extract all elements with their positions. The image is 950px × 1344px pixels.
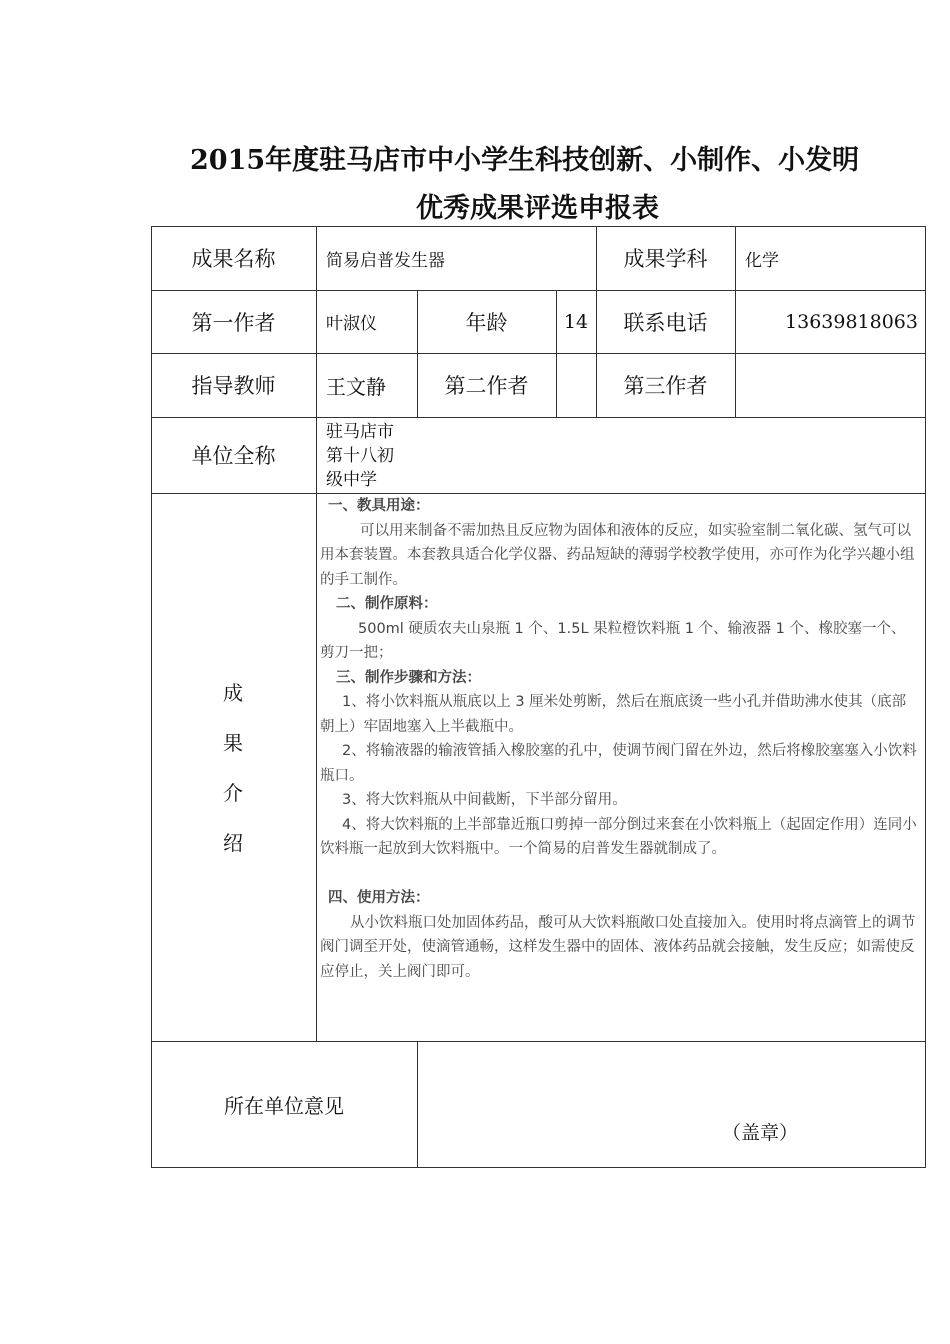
intro-step: 4、将大饮料瓶的上半部靠近瓶口剪掉一部分倒过来套在小饮料瓶上（起固定作用）连同小饮料瓶一起放到大饮料瓶中。一个简易的启普发生器就制成了。 (320, 816, 917, 857)
third-author-value (735, 353, 925, 417)
intro-step: 3、将大饮料瓶从中间截断，下半部分留用。 (342, 792, 627, 808)
teacher-label: 指导教师 (191, 374, 276, 398)
unit-label: 单位全称 (191, 444, 276, 468)
unit-value (326, 420, 416, 492)
intro-label-char: 介 (223, 781, 243, 805)
result-name-value: 简易启普发生器 (326, 250, 445, 271)
intro-label-char: 绍 (223, 831, 243, 855)
second-author-value (556, 353, 596, 417)
intro-section-title: 三、制作步骤和方法： (336, 669, 481, 686)
intro-content (318, 494, 918, 984)
unit-line: 第十八初 (326, 446, 394, 466)
intro-step: 2、将输液器的输液管插入橡胶塞的孔中，使调节阀门留在外边，然后将橡胶塞塞入小饮料瓶口。 (320, 743, 917, 784)
form-title-line1: 2015年度驻马店市中小学生科技创新、小制作、小发明 (190, 145, 860, 176)
opinion-label: 所在单位意见 (224, 1093, 344, 1118)
first-author-label: 第一作者 (191, 310, 276, 335)
intro-label-char: 果 (223, 731, 243, 755)
form-title-line2: 优秀成果评选申报表 (416, 193, 659, 224)
subject-value: 化学 (745, 250, 779, 271)
first-author-value: 叶淑仪 (326, 314, 377, 334)
intro-section-title: 四、使用方法： (328, 890, 430, 906)
subject-label: 成果学科 (623, 247, 708, 271)
result-name-label: 成果名称 (191, 247, 276, 271)
second-author-label: 第二作者 (444, 374, 529, 398)
teacher-value: 王文静 (326, 374, 386, 399)
age-label: 年龄 (465, 310, 508, 335)
stamp-text: （盖章） (722, 1122, 799, 1144)
intro-label-char: 成 (223, 681, 243, 705)
intro-section-title: 一、教具用途： (328, 498, 430, 514)
age-value: 14 (563, 310, 589, 333)
intro-paragraph: 可以用来制备不需加热且反应物为固体和液体的反应，如实验室制二氧化碳、氢气可以用本套装置。本套教具适合化学仪器、药品短缺的薄弱学校教学使用，亦可作为化学兴趣小组的手工制作。 (320, 522, 915, 588)
intro-paragraph: 500ml 硬质农夫山泉瓶 1 个、1.5L 果粒橙饮料瓶 1 个、输液器 1 个、橡胶塞一个、剪刀一把； (320, 620, 906, 661)
intro-section-title: 二、制作原料： (336, 596, 438, 612)
phone-value: 13639818063 (785, 310, 918, 333)
third-author-label: 第三作者 (623, 374, 708, 398)
unit-line: 驻马店市 (326, 422, 394, 442)
intro-label (213, 668, 253, 868)
intro-paragraph: 从小饮料瓶口处加固体药品，酸可从大饮料瓶敞口处直接加入。使用时将点滴管上的调节阀门调至开处，使滴管通畅，这样发生器中的固体、液体药品就会接触，发生反应；如需使反应停止，关上阀门即可。 (320, 914, 916, 980)
unit-line: 级中学 (326, 470, 377, 490)
intro-step: 1、将小饮料瓶从瓶底以上 3 厘米处剪断，然后在瓶底烫一些小孔并借助沸水使其（底部朝上）牢固地塞入上半截瓶中。 (320, 694, 907, 735)
phone-label: 联系电话 (623, 310, 708, 335)
